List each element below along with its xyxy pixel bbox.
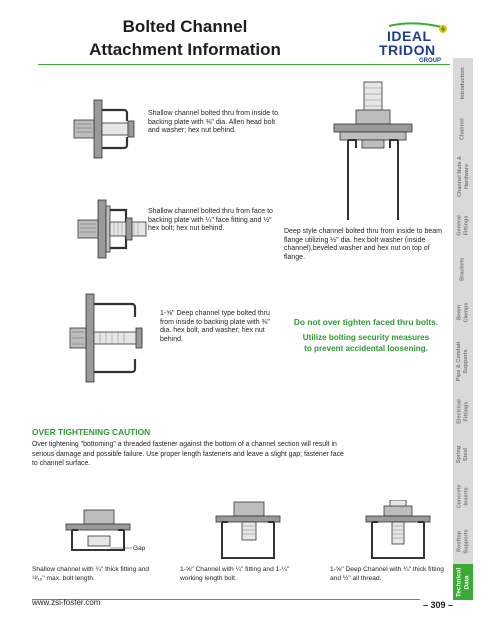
ideal-tridon-logo xyxy=(375,22,451,62)
figure-shallow-gap xyxy=(62,508,134,558)
tab-general-fittings[interactable]: General Fittings xyxy=(456,214,470,236)
caption-shallow-gap: Shallow channel with ¼" thick fitting and ¹³⁄₁₆" max. bolt length. xyxy=(32,566,150,582)
caution-body: Over tightening "bottoming" a threaded fastener against the bottom of a channel section will result in serious damage and possible failure. Use proper length fasteners and leave a slight gap; fastener face to channel surface. xyxy=(32,441,344,468)
figure-channel-fitting xyxy=(212,500,284,562)
caption-channel-fitting: 1-⅝" Channel with ¼" fitting and 1-¼" working length bolt. xyxy=(180,566,290,582)
tab-concrete-inserts[interactable]: Concrete Inserts xyxy=(456,484,469,508)
tab-pipe-conduit-supports[interactable]: Pipe & Conduit Supports xyxy=(456,341,470,381)
tab-rooftop-supports[interactable]: Rooftop Supports xyxy=(456,528,470,554)
page-title: Bolted Channel xyxy=(122,17,248,36)
page-subtitle: Attachment Information xyxy=(89,40,281,59)
figure-deep-backing xyxy=(62,292,152,384)
figure-deep-all-thread xyxy=(362,500,434,562)
description-shallow-allen: Shallow channel bolted thru from inside to backing plate with ⅜" dia. Allen head bolt and washer; hex nut behind. xyxy=(148,110,278,135)
callout-line-3: to prevent accidental loosening. xyxy=(304,344,428,353)
website-link[interactable]: www.zsi-foster.com xyxy=(32,598,101,607)
description-deep-beam: Deep style channel bolted thru from inside to beam flange utilizing ½" dia. hex bolt washer (inside channel),beveled washer and hex nut on top of flange. xyxy=(284,228,442,261)
tab-channel[interactable]: Channel xyxy=(459,118,466,140)
tab-channel-nuts-hardware[interactable]: Channel Nuts & Hardware xyxy=(456,155,470,197)
logo-text-group: GROUP xyxy=(419,58,442,64)
tab-brackets[interactable]: Brackets xyxy=(459,257,466,281)
callout-warning: Do not over tighten faced thru bolts. xyxy=(293,317,439,327)
tab-introduction[interactable]: Introduction xyxy=(459,66,466,100)
section-sidebar xyxy=(453,58,473,600)
logo-text-ideal: IDEAL xyxy=(387,28,432,44)
callout-line-2: Utilize bolting security measures xyxy=(302,333,430,342)
tab-electrical-fittings[interactable]: Electrical Fittings xyxy=(456,398,469,424)
page-number: – 309 – xyxy=(423,600,454,610)
gap-label: Gap xyxy=(133,545,146,552)
description-shallow-face: Shallow channel bolted thru from face to backing plate with ¼" face fitting and ½" hex bolt; hex nut behind. xyxy=(148,208,273,233)
tightening-callout xyxy=(278,317,454,354)
figure-shallow-allen xyxy=(62,98,152,160)
tab-beam-clamps[interactable]: Beam Clamps xyxy=(456,302,469,322)
caption-deep-all-thread: 1-⅝" Deep Channel with ¼" thick fitting and ½" all thread. xyxy=(330,566,444,582)
figure-shallow-face xyxy=(62,198,152,260)
tab-technical-data[interactable]: Technical Data xyxy=(453,564,473,600)
description-deep-backing: 1-⅝" Deep channel type bolted thru from inside to backing plate with ⅜" dia. hex bolt, and washer; hex nut behind. xyxy=(160,310,270,343)
figure-deep-beam xyxy=(326,80,416,226)
tab-spring-steel[interactable]: Spring Steel xyxy=(456,445,469,463)
caution-heading: OVER TIGHTENING CAUTION xyxy=(32,427,151,437)
title-divider xyxy=(38,64,450,65)
logo-text-tridon: TRIDON xyxy=(379,42,436,58)
